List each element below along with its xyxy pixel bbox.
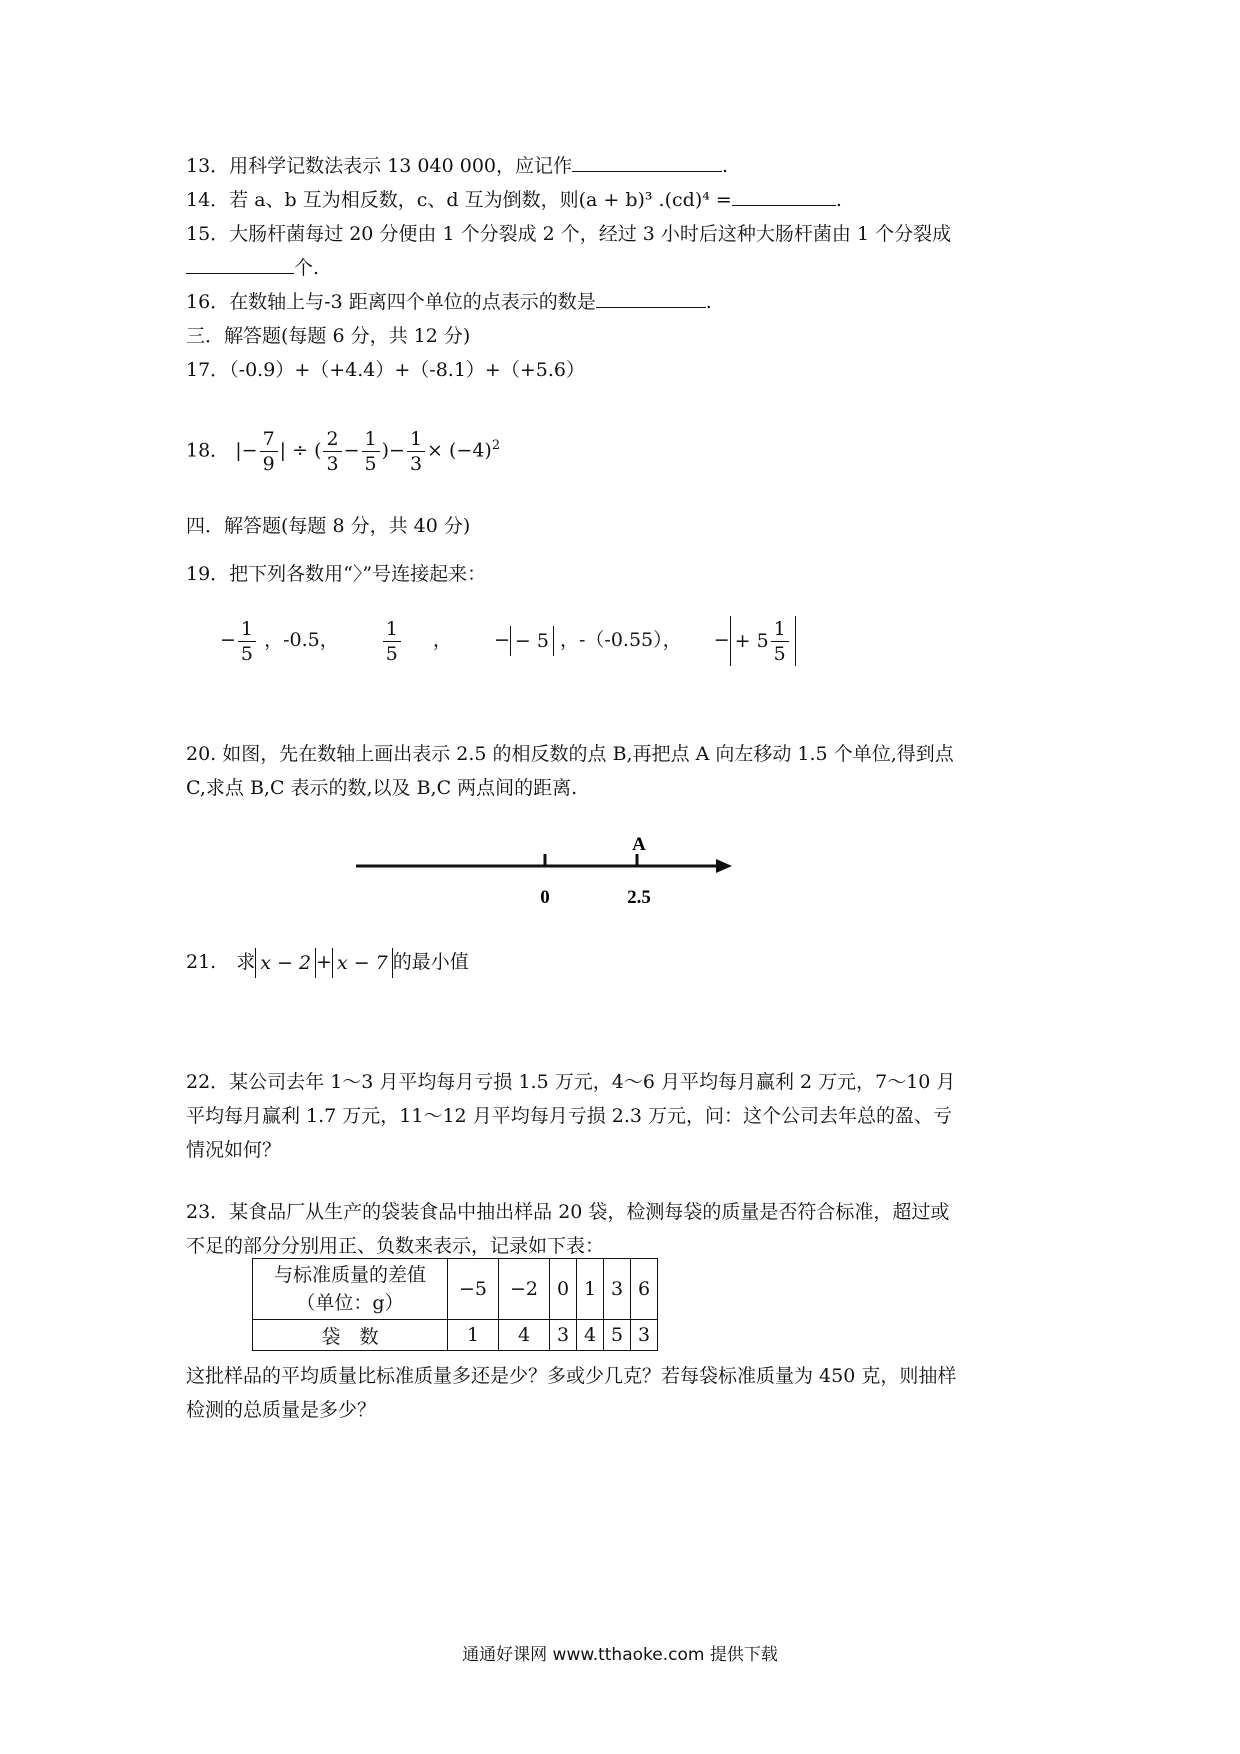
- question-17: 17．（-0.9）+（+4.4）+（-8.1）+（+5.6）: [186, 359, 585, 381]
- table-cell: 3: [604, 1259, 631, 1320]
- answer-blank: [572, 153, 722, 172]
- question-22-line2: 平均每月赢利 1.7 万元，11～12 月平均每月亏损 2.3 万元，问：这个公司去年总的盈、亏: [186, 1105, 952, 1127]
- minus-sign: −: [493, 629, 510, 651]
- abs-x-minus-7: x − 7: [332, 948, 393, 978]
- table-cell: 3: [631, 1320, 658, 1351]
- header-line-2: （单位：g）: [296, 1292, 404, 1314]
- answer-blank: [732, 187, 836, 206]
- quality-table: [252, 1258, 658, 1351]
- question-21: [186, 944, 469, 980]
- question-22-line3: 情况如何？: [186, 1139, 282, 1161]
- minus-sign: −: [343, 439, 360, 462]
- question-21-post: 的最小值: [392, 951, 469, 973]
- minus-sign: −: [713, 629, 730, 651]
- question-18: [186, 418, 500, 478]
- denominator: 5: [773, 643, 786, 666]
- abs-open: |: [235, 439, 242, 462]
- header-line-1: 与标准质量的差值: [273, 1264, 426, 1286]
- denominator: 5: [385, 642, 398, 665]
- table-header-cell: 袋 数: [253, 1320, 448, 1351]
- numerator: 1: [407, 427, 425, 452]
- numerator: 1: [238, 617, 256, 642]
- question-13-end: .: [722, 155, 729, 177]
- table-cell: 1: [448, 1320, 499, 1351]
- table-cell: 0: [550, 1259, 577, 1320]
- question-23-line1: 23．某食品厂从生产的袋装食品中抽出样品 20 袋，检测每袋的质量是否符合标准，超过或: [186, 1201, 950, 1223]
- denominator: 5: [240, 642, 254, 665]
- question-16-text: 16．在数轴上与-3 距离四个单位的点表示的数是: [186, 291, 596, 313]
- denominator: 5: [364, 452, 377, 475]
- denominator: 9: [262, 452, 275, 475]
- exponent: 2: [491, 438, 501, 453]
- table-cell: −2: [499, 1259, 550, 1320]
- fraction-7-9: [260, 427, 278, 476]
- table-cell: 4: [499, 1320, 550, 1351]
- question-23-line4: 检测的总质量是多少？: [186, 1399, 377, 1421]
- abs-mixed-number: [730, 616, 796, 667]
- fraction-1-5: [383, 617, 401, 666]
- abs-x-minus-2: x − 2: [255, 948, 316, 978]
- fraction-1-5: [362, 427, 380, 476]
- question-14: [186, 184, 842, 216]
- abs-close: |: [279, 439, 287, 462]
- question-14-end: .: [835, 189, 842, 211]
- question-16-end: .: [705, 291, 712, 313]
- separator: ，: [432, 629, 452, 651]
- table-cell: 5: [604, 1320, 631, 1351]
- answer-blank: [186, 255, 294, 274]
- question-18-label: 18．: [186, 439, 230, 462]
- question-15-line2: [186, 252, 319, 284]
- label-2-5: 2.5: [627, 887, 651, 908]
- table-row: [253, 1320, 658, 1351]
- question-19-numbers: [220, 612, 796, 668]
- mixed-whole: + 5: [734, 629, 769, 652]
- table-cell: 1: [577, 1259, 604, 1320]
- question-23-line3: 这批样品的平均质量比标准质量多还是少？多或少几克？若每袋标准质量为 450 克，则抽样: [186, 1365, 957, 1387]
- axis-arrow-icon: [716, 859, 732, 873]
- question-14-text: 14．若 a、b 互为相反数，c、d 互为倒数，则(a + b)³ .(cd)⁴ =: [186, 189, 732, 211]
- question-20-line2: C,求点 B,C 表示的数,以及 B,C 两点间的距离.: [186, 777, 578, 799]
- question-19-text: 19．把下列各数用“〉”号连接起来：: [186, 563, 487, 585]
- times-term: × (−4): [427, 439, 492, 462]
- numerator: 1: [771, 617, 789, 642]
- fraction-1-3: [407, 427, 425, 476]
- divide-operator: ÷ (: [292, 439, 322, 462]
- label-zero: 0: [540, 887, 550, 908]
- question-23-line2: 不足的部分分别用正、负数来表示，记录如下表：: [186, 1235, 605, 1257]
- fraction-1-5: [238, 617, 256, 666]
- table-header-cell: [253, 1259, 448, 1320]
- question-13: [186, 150, 728, 182]
- question-15-end: 个.: [294, 257, 320, 279]
- table-row: [253, 1259, 658, 1320]
- numerator: 2: [323, 427, 341, 452]
- fraction-1-5: [771, 617, 789, 666]
- question-21-pre: 求: [236, 951, 256, 973]
- table-cell: 4: [577, 1320, 604, 1351]
- minus-sign: −: [389, 439, 405, 462]
- numerator: 1: [362, 427, 380, 452]
- numerator: 1: [383, 617, 401, 642]
- separator: ，-（-0.55），: [559, 629, 682, 651]
- question-16: [186, 286, 712, 318]
- separator: ，-0.5，: [264, 629, 339, 651]
- section-3-heading: 三．解答题(每题 6 分，共 12 分): [186, 325, 471, 347]
- footer-source: 通通好课网 www.tthaoke.com 提供下载: [462, 1645, 778, 1665]
- plus-sign: +: [316, 951, 332, 973]
- table-cell: 3: [550, 1320, 577, 1351]
- numerator: 7: [260, 427, 278, 452]
- question-13-text: 13．用科学记数法表示 13 040 000，应记作: [186, 155, 573, 177]
- question-21-label: 21.: [186, 951, 217, 973]
- number-line-diagram: [340, 820, 740, 910]
- fraction-2-3: [323, 427, 341, 476]
- abs-neg-5: − 5: [510, 626, 554, 656]
- question-15-line1: 15．大肠杆菌每过 20 分便由 1 个分裂成 2 个，经过 3 小时后这种大肠杆菌由 1 个分裂成: [186, 223, 952, 245]
- denominator: 3: [326, 452, 339, 475]
- question-22-line1: 22．某公司去年 1～3 月平均每月亏损 1.5 万元，4～6 月平均每月赢利 2 万元，7～10 月: [186, 1071, 956, 1093]
- section-4-heading: 四．解答题(每题 8 分，共 40 分): [186, 515, 471, 537]
- table-cell: −5: [448, 1259, 499, 1320]
- question-20-line1: 20. 如图，先在数轴上画出表示 2.5 的相反数的点 B,再把点 A 向左移动 1.5 个单位,得到点: [186, 743, 954, 765]
- minus-sign: −: [220, 629, 236, 651]
- denominator: 3: [409, 452, 423, 475]
- table-cell: 6: [631, 1259, 658, 1320]
- answer-blank: [596, 289, 706, 308]
- label-point-a: A: [632, 834, 646, 855]
- close-paren: ): [381, 439, 390, 462]
- minus-sign: −: [241, 439, 258, 462]
